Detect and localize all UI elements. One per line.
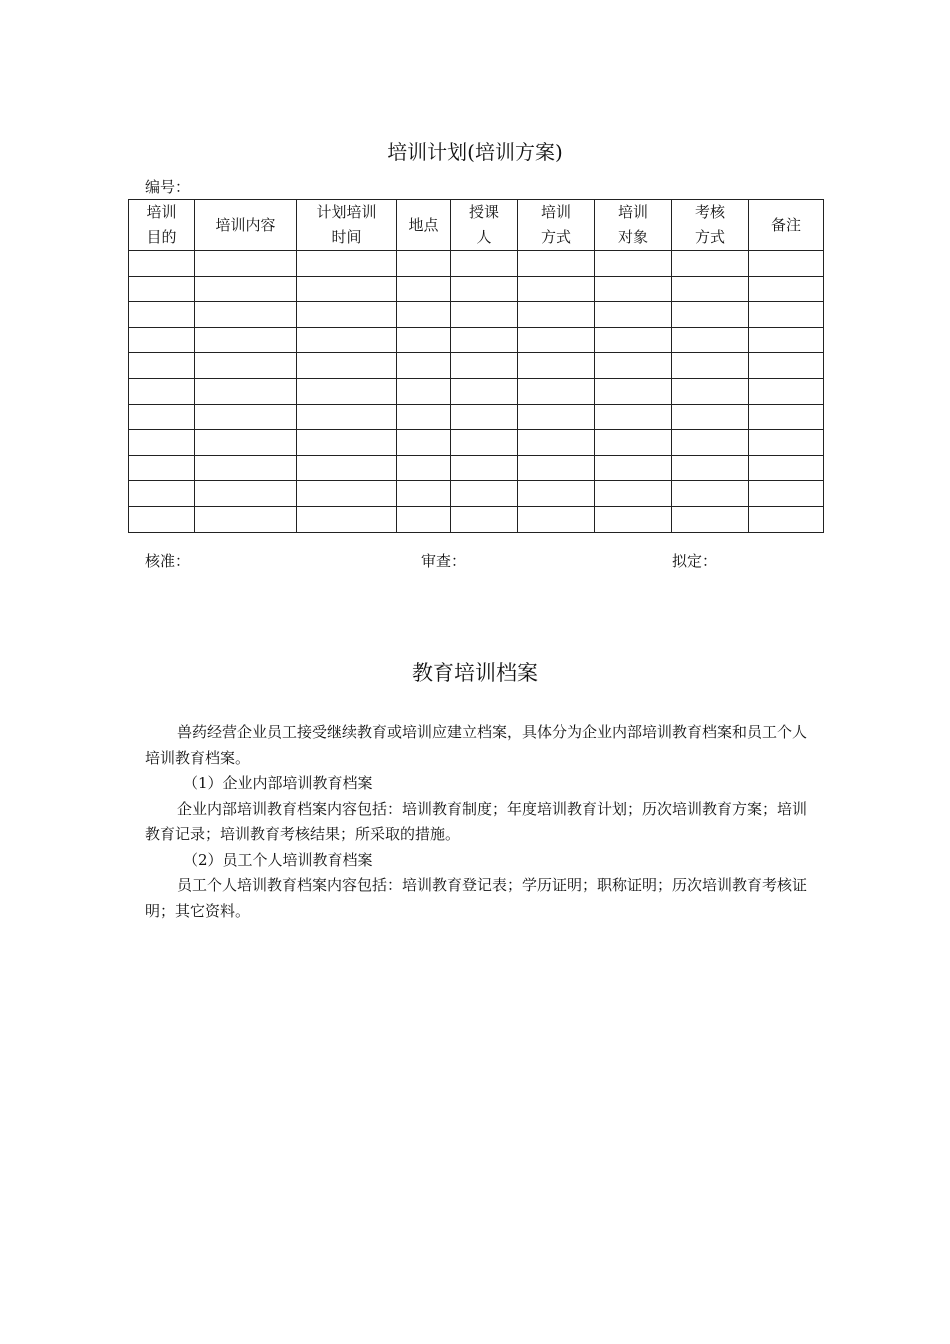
table-cell[interactable] xyxy=(397,251,451,277)
plan-title: 培训计划(培训方案) xyxy=(387,140,563,164)
table-cell[interactable] xyxy=(672,251,749,277)
table-cell[interactable] xyxy=(518,481,595,507)
table-row xyxy=(129,430,824,456)
table-cell[interactable] xyxy=(672,481,749,507)
table-row xyxy=(129,251,824,277)
table-cell[interactable] xyxy=(518,506,595,532)
table-cell[interactable] xyxy=(397,378,451,404)
table-cell[interactable] xyxy=(297,327,397,353)
table-cell[interactable] xyxy=(749,506,824,532)
table-cell[interactable] xyxy=(397,353,451,379)
table-cell[interactable] xyxy=(672,430,749,456)
table-cell[interactable] xyxy=(195,481,297,507)
table-cell[interactable] xyxy=(297,455,397,481)
table-cell[interactable] xyxy=(595,481,672,507)
archive-title: 教育培训档案 xyxy=(412,661,538,685)
table-cell[interactable] xyxy=(195,404,297,430)
table-cell[interactable] xyxy=(297,378,397,404)
table-cell[interactable] xyxy=(129,481,195,507)
table-cell[interactable] xyxy=(672,404,749,430)
table-cell[interactable] xyxy=(595,353,672,379)
table-cell[interactable] xyxy=(451,302,518,328)
table-cell[interactable] xyxy=(518,430,595,456)
table-cell[interactable] xyxy=(397,455,451,481)
serial-number-label: 编号： xyxy=(145,178,191,196)
table-header-row xyxy=(129,200,824,251)
table-cell[interactable] xyxy=(749,251,824,277)
table-cell[interactable] xyxy=(397,276,451,302)
header-assessment-method: 考核 方式 xyxy=(672,200,749,251)
table-cell[interactable] xyxy=(672,302,749,328)
table-cell[interactable] xyxy=(451,327,518,353)
table-cell[interactable] xyxy=(672,455,749,481)
table-cell[interactable] xyxy=(297,251,397,277)
table-cell[interactable] xyxy=(749,378,824,404)
table-cell[interactable] xyxy=(297,276,397,302)
table-cell[interactable] xyxy=(595,404,672,430)
table-cell[interactable] xyxy=(195,251,297,277)
table-cell[interactable] xyxy=(129,506,195,532)
table-cell[interactable] xyxy=(129,455,195,481)
table-cell[interactable] xyxy=(518,404,595,430)
table-cell[interactable] xyxy=(672,327,749,353)
archive-intro-paragraph: 兽药经营企业员工接受继续教育或培训应建立档案，具体分为企业内部培训教育档案和员工个人培训教育档案。 xyxy=(145,723,808,767)
table-cell[interactable] xyxy=(518,378,595,404)
header-location: 地点 xyxy=(397,200,451,251)
table-row xyxy=(129,302,824,328)
table-cell[interactable] xyxy=(195,353,297,379)
personal-archive-heading: （2）员工个人培训教育档案 xyxy=(183,850,373,869)
table-cell[interactable] xyxy=(297,302,397,328)
table-cell[interactable] xyxy=(195,378,297,404)
header-instructor: 授课 人 xyxy=(451,200,518,251)
table-cell[interactable] xyxy=(595,455,672,481)
personal-archive-paragraph: 员工个人培训教育档案内容包括：培训教育登记表；学历证明；职称证明；历次培训教育考核证明；其它资料。 xyxy=(145,876,808,920)
table-cell[interactable] xyxy=(397,302,451,328)
header-training-content: 培训内容 xyxy=(195,200,297,251)
table-cell[interactable] xyxy=(129,430,195,456)
table-row xyxy=(129,276,824,302)
table-cell[interactable] xyxy=(672,506,749,532)
table-cell[interactable] xyxy=(129,404,195,430)
table-row xyxy=(129,327,824,353)
table-cell[interactable] xyxy=(451,430,518,456)
table-cell[interactable] xyxy=(195,302,297,328)
internal-archive-heading: （1）企业内部培训教育档案 xyxy=(183,774,373,792)
header-training-purpose: 培训 目的 xyxy=(129,200,195,251)
review-label: 审查： xyxy=(421,552,467,570)
table-cell[interactable] xyxy=(749,481,824,507)
table-row xyxy=(129,506,824,532)
table-cell[interactable] xyxy=(672,378,749,404)
table-cell[interactable] xyxy=(749,455,824,481)
table-cell[interactable] xyxy=(595,251,672,277)
table-cell[interactable] xyxy=(518,251,595,277)
table-row xyxy=(129,455,824,481)
table-cell[interactable] xyxy=(297,353,397,379)
draft-label: 拟定： xyxy=(672,552,718,570)
table-cell[interactable] xyxy=(749,327,824,353)
table-cell[interactable] xyxy=(595,506,672,532)
table-row xyxy=(129,378,824,404)
table-cell[interactable] xyxy=(195,506,297,532)
table-cell[interactable] xyxy=(749,302,824,328)
table-cell[interactable] xyxy=(297,506,397,532)
table-cell[interactable] xyxy=(749,430,824,456)
table-cell[interactable] xyxy=(451,251,518,277)
table-cell[interactable] xyxy=(518,302,595,328)
table-cell[interactable] xyxy=(451,378,518,404)
table-cell[interactable] xyxy=(397,327,451,353)
table-cell[interactable] xyxy=(595,327,672,353)
archive-body xyxy=(145,720,807,924)
approve-label: 核准： xyxy=(145,552,191,570)
table-cell[interactable] xyxy=(451,481,518,507)
training-plan-table xyxy=(128,199,824,533)
table-cell[interactable] xyxy=(195,327,297,353)
table-cell[interactable] xyxy=(518,327,595,353)
table-cell[interactable] xyxy=(129,276,195,302)
table-cell[interactable] xyxy=(749,276,824,302)
table-cell[interactable] xyxy=(518,276,595,302)
table-cell[interactable] xyxy=(518,455,595,481)
table-cell[interactable] xyxy=(749,404,824,430)
table-cell[interactable] xyxy=(595,276,672,302)
table-row xyxy=(129,404,824,430)
table-cell[interactable] xyxy=(297,430,397,456)
table-cell[interactable] xyxy=(451,455,518,481)
table-cell[interactable] xyxy=(595,378,672,404)
table-cell[interactable] xyxy=(297,404,397,430)
table-body xyxy=(129,251,824,533)
table-cell[interactable] xyxy=(397,506,451,532)
table-cell[interactable] xyxy=(297,481,397,507)
table-cell[interactable] xyxy=(595,430,672,456)
table-cell[interactable] xyxy=(195,430,297,456)
table-cell[interactable] xyxy=(451,506,518,532)
table-cell[interactable] xyxy=(129,378,195,404)
table-cell[interactable] xyxy=(129,327,195,353)
table-cell[interactable] xyxy=(672,276,749,302)
header-planned-time: 计划培训 时间 xyxy=(297,200,397,251)
table-cell[interactable] xyxy=(397,404,451,430)
table-cell[interactable] xyxy=(451,353,518,379)
table-cell[interactable] xyxy=(518,353,595,379)
table-cell[interactable] xyxy=(129,302,195,328)
table-cell[interactable] xyxy=(195,276,297,302)
table-cell[interactable] xyxy=(129,353,195,379)
table-cell[interactable] xyxy=(451,404,518,430)
table-cell[interactable] xyxy=(129,251,195,277)
table-row xyxy=(129,353,824,379)
internal-archive-paragraph: 企业内部培训教育档案内容包括：培训教育制度；年度培训教育计划；历次培训教育方案；培训教育记录；培训教育考核结果；所采取的措施。 xyxy=(145,799,808,843)
header-training-audience: 培训 对象 xyxy=(595,200,672,251)
table-cell[interactable] xyxy=(397,481,451,507)
table-cell[interactable] xyxy=(451,276,518,302)
table-cell[interactable] xyxy=(672,353,749,379)
header-remarks: 备注 xyxy=(749,200,824,251)
table-row xyxy=(129,481,824,507)
table-cell[interactable] xyxy=(195,455,297,481)
table-cell[interactable] xyxy=(397,430,451,456)
header-training-method: 培训 方式 xyxy=(518,200,595,251)
table-cell[interactable] xyxy=(595,302,672,328)
table-cell[interactable] xyxy=(749,353,824,379)
